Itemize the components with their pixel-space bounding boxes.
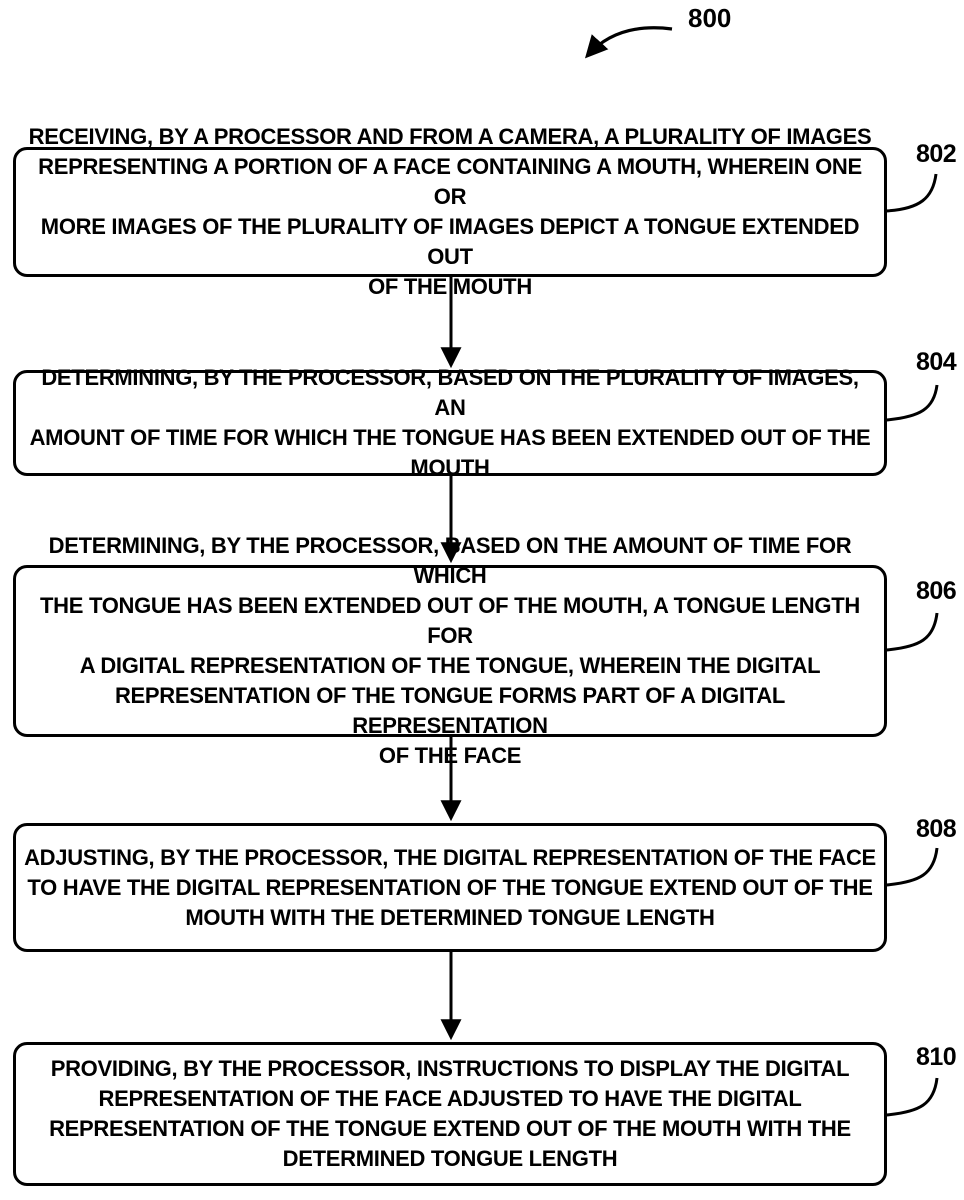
figure-ref-leader-arrow: [588, 28, 672, 55]
step-ref-806: 806: [916, 577, 957, 605]
figure-reference-number: 800: [688, 3, 732, 33]
step-text-806: DETERMINING, BY THE PROCESSOR, BASED ON THE AMOUNT OF TIME FOR WHICH THE TONGUE HAS BEEN EXTENDED OUT OF THE MOUTH, A TONGUE LENGTH FOR A DIGITAL REPRESENTATION OF THE TONGUE, WHEREIN THE DIGITAL REPRESENTATION OF THE TONGUE FORMS PART OF A DIGITAL REPRESENTATION OF THE FACE: [40, 533, 860, 768]
step-box-810: [13, 1042, 887, 1186]
step-text-810: PROVIDING, BY THE PROCESSOR, INSTRUCTIONS TO DISPLAY THE DIGITAL REPRESENTATION OF THE FACE ADJUSTED TO HAVE THE DIGITAL REPRESENTATION OF THE TONGUE EXTEND OUT OF THE MOUTH WITH THE DETERMINED TONGUE LENGTH: [49, 1056, 851, 1171]
step-box-802: [13, 124, 887, 299]
step-ref-808: 808: [916, 815, 957, 843]
step-ref-810: 810: [916, 1043, 957, 1071]
step-text-802: RECEIVING, BY A PROCESSOR AND FROM A CAMERA, A PLURALITY OF IMAGES REPRESENTING A PORTION OF A FACE CONTAINING A MOUTH, WHEREIN ONE OR MORE IMAGES OF THE PLURALITY OF IMAGES DEPICT A TONGUE EXTENDED OUT OF THE MOUTH: [28, 124, 872, 299]
ref-connector-810: [886, 1078, 937, 1115]
ref-connector-804: [886, 385, 937, 420]
ref-connector-806: [886, 613, 937, 650]
step-box-808: [13, 823, 887, 952]
step-ref-802: 802: [916, 140, 957, 168]
ref-connector-808: [886, 848, 937, 885]
step-text-804: DETERMINING, BY THE PROCESSOR, BASED ON THE PLURALITY OF IMAGES, AN AMOUNT OF TIME FOR WHICH THE TONGUE HAS BEEN EXTENDED OUT OF THE MOUTH: [29, 365, 871, 480]
ref-connector-802: [886, 174, 936, 211]
step-ref-804: 804: [916, 348, 957, 376]
step-box-806: [13, 533, 887, 768]
step-text-808: ADJUSTING, BY THE PROCESSOR, THE DIGITAL REPRESENTATION OF THE FACE TO HAVE THE DIGITAL REPRESENTATION OF THE TONGUE EXTEND OUT OF THE MOUTH WITH THE DETERMINED TONGUE LENGTH: [24, 844, 876, 930]
step-box-804: [13, 365, 887, 480]
